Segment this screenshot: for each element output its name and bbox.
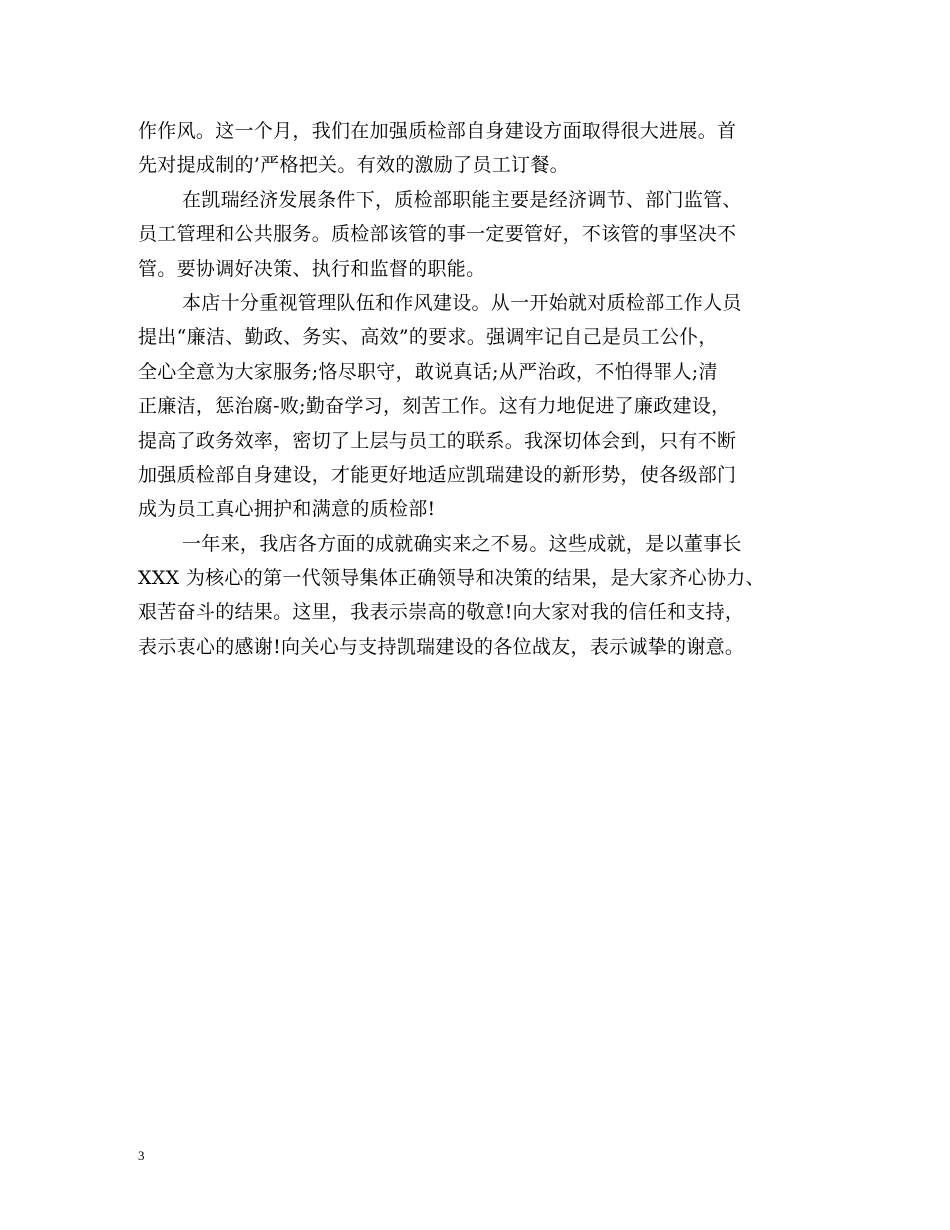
text-line: 加强质检部自身建设，才能更好地适应凯瑞建设的新形势，使各级部门 [138,463,737,486]
paragraph-3 [138,286,828,527]
text-line: 在凯瑞经济发展条件下，质检部职能主要是经济调节、部门监管、 [182,188,742,211]
text-line: 表示衷心的感谢!向关心与支持凯瑞建设的各位战友，表示诚挚的谢意。 [138,635,745,658]
text-line: 先对提成制的’严格把关。有效的激励了员工订餐。 [138,154,569,177]
text-line: 本店十分重视管理队伍和作风建设。从一开始就对质检部工作人员 [182,291,742,314]
text-line: 正廉洁，惩治腐-败;勤奋学习，刻苦工作。这有力地促进了廉政建设， [138,395,731,418]
text-line: 一年来，我店各方面的成就确实来之不易。这些成就，是以董事长 [182,532,742,555]
text-line: 提出“廉洁、勤政、务实、高效”的要求。强调牢记自己是员工公仆， [138,326,718,349]
text-line: 作作风。这一个月，我们在加强质检部自身建设方面取得很大进展。首 [138,120,737,142]
text-line: 艰苦奋斗的结果。这里，我表示崇高的敬意!向大家对我的信任和支持， [138,601,745,624]
page-number: 3 [138,1148,145,1163]
document-body [138,114,828,664]
text-line: 提高了政务效率，密切了上层与员工的联系。我深切体会到，只有不断 [138,429,737,452]
paragraph-4 [138,527,828,665]
paragraph-2 [138,183,828,286]
text-line: 管。要协调好决策、执行和监督的职能。 [138,257,486,280]
text-line: 成为员工真心拥护和满意的质检部! [138,498,436,521]
text-line: 全心全意为大家服务;恪尽职守，敢说真话;从严治政，不怕得罪人;清 [138,360,718,383]
text-line: XXX 为核心的第一代领导集体正确领导和决策的结果，是大家齐心协力、 [138,567,765,590]
paragraph-1 [138,114,828,183]
text-line: 员工管理和公共服务。质检部该管的事一定要管好，不该管的事坚决不 [138,223,737,246]
